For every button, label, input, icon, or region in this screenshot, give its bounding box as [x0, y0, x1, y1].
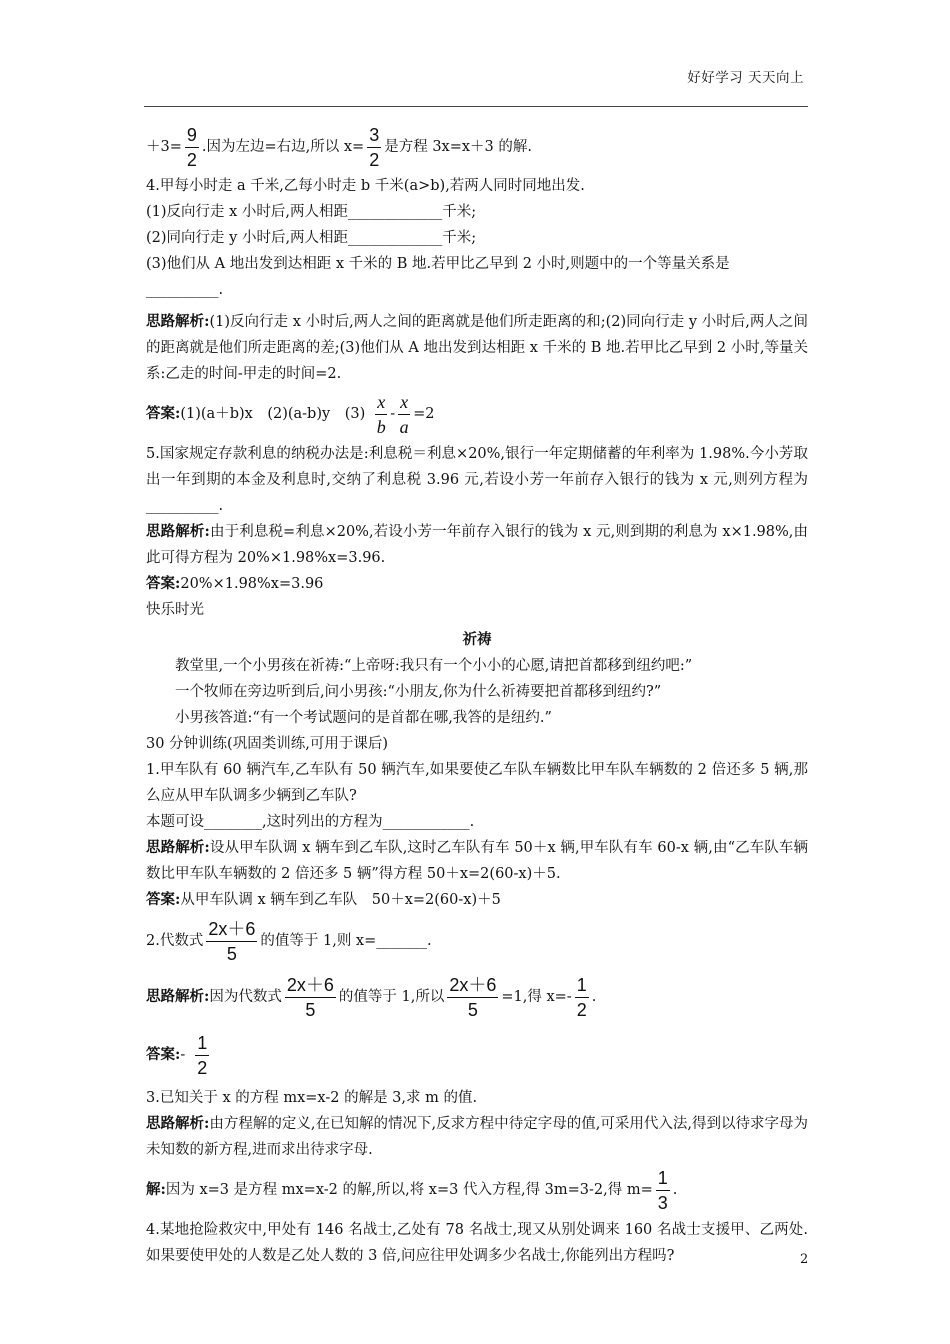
story-paragraph-1: 教堂里,一个小男孩在祈祷:“上帝呀:我只有一个小小的心愿,请把首都移到纽约吧:”	[175, 658, 693, 674]
fraction-denominator: 2	[197, 1057, 208, 1078]
fraction-numerator: 2x＋6	[206, 918, 257, 942]
question-4-part-1: (1)反向行走 x 小时后,两人相距_____________千米;	[146, 204, 477, 220]
analysis-text: (1)反向行走 x 小时后,两人之间的距离就是他们所走距离的和;(2)同向行走 y 小时后,两人之间的距离就是他们所走距离的差;(3)他们从 A 地出发到达相距 x 千米的 B 地.若甲比乙早到 2 小时,等量关系:乙走的时间-甲走的时间=2.	[146, 314, 808, 382]
analysis-label: 思路解析:	[146, 839, 210, 856]
page-content	[146, 125, 808, 1269]
fraction-denominator: 2	[186, 149, 197, 170]
analysis-text: 由方程解的定义,在已知解的情况下,反求方程中待定字母的值,可采用代入法,得到以待求字母为未知数的新方程,进而求出待求字母.	[146, 1116, 808, 1158]
fraction-denominator: 5	[305, 999, 316, 1020]
training-section-title: 30 分钟训练(巩固类训练,可用于课后)	[146, 736, 388, 752]
text-segment: .	[591, 989, 597, 1005]
fraction-numerator: x	[398, 391, 410, 415]
story-title: 祈祷	[462, 631, 492, 648]
text-segment: .因为左边=右边,所以 x=	[201, 139, 365, 155]
fraction-one-half	[575, 974, 589, 1021]
analysis-text: 设从甲车队调 x 辆车到乙车队,这时乙车队有车 50＋x 辆,甲车队有车 60-x 辆,由“乙车队车辆数比甲车队车辆数的 2 倍还多 5 辆”得方程 50＋x=2(60-x)＋5.	[146, 840, 808, 882]
answer-text: (1)(a＋b)x (2)(a-b)y (3)	[180, 406, 366, 422]
answer-label: 答案:	[146, 405, 181, 422]
text-segment: ＋3=	[146, 139, 182, 155]
analysis-label: 思路解析:	[146, 313, 210, 330]
fraction-numerator: x	[375, 391, 387, 415]
training-question-3-solution	[146, 1163, 808, 1217]
fraction-denominator: 2	[576, 999, 587, 1020]
fraction-expression	[447, 974, 498, 1021]
question-4-analysis	[146, 309, 808, 387]
text-segment: =1,得 x=-	[501, 989, 572, 1005]
text-segment: .	[672, 1182, 678, 1198]
fraction-numerator: 1	[575, 974, 589, 998]
question-4-part-2: (2)同向行走 y 小时后,两人相距_____________千米;	[146, 230, 477, 246]
fraction-one-third	[656, 1167, 670, 1214]
story-paragraph-3: 小男孩答道:“有一个考试题问的是首都在哪,我答的是纽约.”	[175, 710, 552, 726]
training-question-1-answer	[146, 887, 808, 913]
page-number: 2	[800, 1252, 809, 1267]
answer-text: 从甲车队调 x 辆车到乙车队 50＋x=2(60-x)＋5	[180, 892, 501, 908]
question-4-part-3-blank: __________.	[146, 282, 224, 298]
text-segment: 的值等于 1,所以	[338, 989, 445, 1005]
question-5-answer	[146, 571, 808, 597]
fraction-three-halves	[367, 124, 381, 171]
answer-label: 答案:	[146, 891, 181, 908]
training-question-1: 1.甲车队有 60 辆汽车,乙车队有 50 辆汽车,如果要使乙车队车辆数比甲车队车辆数的 2 倍还多 5 辆,那么应从甲车队调多少辆到乙车队?	[146, 762, 808, 804]
fraction-denominator: 2	[369, 149, 380, 170]
header-rule	[144, 106, 808, 107]
answer-text: 20%×1.98%x=3.96	[180, 576, 324, 592]
question-5: 5.国家规定存款利息的纳税办法是:利息税＝利息×20%,银行一年定期储蓄的年利率为 1.98%.今小芳取出一年到期的本金及利息时,交纳了利息税 3.96 元,若设小芳一年前存入银行的钱为 x 元,则列方程为__________.	[146, 446, 808, 514]
solution-label: 解:	[146, 1181, 166, 1198]
fraction-denominator: 5	[467, 999, 478, 1020]
answer-tail: =2	[413, 406, 435, 422]
solution-continuation	[146, 125, 808, 169]
fraction-denominator: b	[376, 416, 386, 437]
fraction-numerator: 3	[367, 124, 381, 148]
training-question-2	[146, 913, 808, 969]
training-question-3: 3.已知关于 x 的方程 mx=x-2 的解是 3,求 m 的值.	[146, 1090, 478, 1106]
fraction-expression	[285, 974, 336, 1021]
text-segment: 是方程 3x=x＋3 的解.	[384, 139, 533, 155]
training-question-3-analysis	[146, 1111, 808, 1163]
page-header: 好好学习 天天向上	[687, 70, 804, 86]
fraction-numerator: 9	[185, 124, 199, 148]
question-4-title: 4.甲每小时走 a 千米,乙每小时走 b 千米(a>b),若两人同时同地出发.	[146, 178, 585, 194]
happy-time-heading: 快乐时光	[146, 602, 204, 618]
fraction-denominator: a	[399, 416, 409, 437]
answer-text: -	[180, 1047, 186, 1063]
training-question-2-answer	[146, 1025, 808, 1085]
fraction-x-over-a	[398, 391, 410, 438]
fraction-one-half	[195, 1032, 209, 1079]
answer-label: 答案:	[146, 1046, 181, 1063]
text-segment: 的值等于 1,则 x=_______.	[260, 933, 432, 949]
question-4-answer	[146, 387, 808, 441]
fraction-denominator: 3	[657, 1192, 668, 1213]
fraction-numerator: 2x＋6	[285, 974, 336, 998]
solution-text: 因为 x=3 是方程 mx=x-2 的解,所以,将 x=3 代入方程,得 3m=3-2,得 m=	[165, 1182, 653, 1198]
question-5-analysis	[146, 519, 808, 571]
analysis-label: 思路解析:	[146, 523, 210, 540]
fraction-numerator: 2x＋6	[447, 974, 498, 998]
training-question-4: 4.某地抢险救灾中,甲处有 146 名战士,乙处有 78 名战士,现又从别处调来 160 名战士支援甲、乙两处.如果要使甲处的人数是乙处人数的 3 倍,问应往甲处调多少名战士,你能列出方程吗?	[146, 1222, 808, 1264]
training-question-1-analysis	[146, 835, 808, 887]
minus-sign: -	[390, 406, 396, 422]
text-segment: 因为代数式	[209, 989, 282, 1005]
question-4-part-3: (3)他们从 A 地出发到达相距 x 千米的 B 地.若甲比乙早到 2 小时,则题中的一个等量关系是	[146, 256, 730, 272]
fraction-nine-halves	[185, 124, 199, 171]
fraction-x-over-b	[375, 391, 387, 438]
fraction-numerator: 1	[195, 1032, 209, 1056]
fraction-denominator: 5	[226, 943, 237, 964]
answer-label: 答案:	[146, 575, 181, 592]
fraction-expression	[206, 918, 257, 965]
training-question-1-setup: 本题可设________,这时列出的方程为____________.	[146, 814, 475, 830]
analysis-label: 思路解析:	[146, 988, 210, 1005]
fraction-numerator: 1	[656, 1167, 670, 1191]
training-question-2-analysis	[146, 969, 808, 1025]
story-paragraph-2: 一个牧师在旁边听到后,问小男孩:“小朋友,你为什么祈祷要把首都移到纽约?”	[175, 684, 662, 700]
analysis-text: 由于利息税=利息×20%,若设小芳一年前存入银行的钱为 x 元,则到期的利息为 x×1.98%,由此可得方程为 20%×1.98%x=3.96.	[146, 524, 809, 566]
analysis-label: 思路解析:	[146, 1115, 210, 1132]
text-segment: 2.代数式	[146, 933, 204, 949]
